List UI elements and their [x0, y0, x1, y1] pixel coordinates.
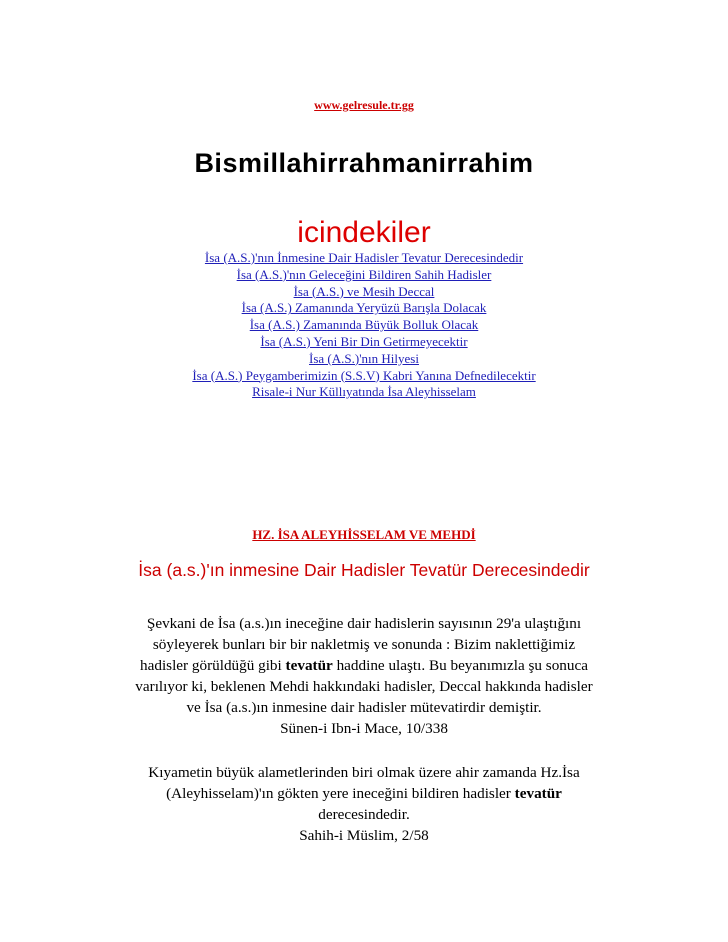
toc-item	[0, 300, 728, 317]
toc-link-baris[interactable]: İsa (A.S.) Zamanında Yeryüzü Barışla Dolacak	[241, 300, 487, 316]
section-heading: HZ. İSA ALEYHİSSELAM VE MEHDİ	[252, 527, 476, 542]
section-subheading: İsa (a.s.)'ın inmesine Dair Hadisler Tevatür Derecesindedir	[138, 560, 590, 580]
toc-item	[0, 334, 728, 351]
paragraph-line: ve İsa (a.s.)ın inmesine dair hadisler mütevatirdir demiştir.	[186, 699, 542, 716]
toc-item	[0, 368, 728, 385]
source-citation: Sünen-i Ibn-i Mace, 10/338	[280, 720, 448, 737]
paragraph-line: varılıyor ki, beklenen Mehdi hakkındaki hadisler, Deccal hakkında hadisler	[135, 678, 593, 695]
toc-link-mesih-deccal[interactable]: İsa (A.S.) ve Mesih Deccal	[293, 283, 435, 299]
toc-link-sahih-hadisler[interactable]: İsa (A.S.)'nın Geleceğini Bildiren Sahih Hadisler	[236, 266, 492, 282]
toc-item	[0, 267, 728, 284]
toc-link-bolluk[interactable]: İsa (A.S.) Zamanında Büyük Bolluk Olacak	[249, 317, 479, 333]
paragraph-line	[0, 655, 728, 676]
site-url	[0, 98, 728, 113]
toc-item	[0, 351, 728, 368]
text-run: hadisler görüldüğü gibi	[140, 657, 286, 674]
toc-link-defin[interactable]: İsa (A.S.) Peygamberimizin (S.S.V) Kabri Yanına Defnedilecektir	[192, 367, 536, 383]
paragraph-kiyamet	[0, 762, 728, 846]
toc-link-inmesi-tevatur[interactable]: İsa (A.S.)'nın İnmesine Dair Hadisler Tevatur Derecesindedir	[204, 250, 524, 265]
source-citation: Sahih-i Müslim, 2/58	[299, 827, 429, 844]
toc-item	[0, 250, 728, 267]
toc-link-hilye[interactable]: İsa (A.S.)'nın Hilyesi	[309, 350, 419, 366]
text-run: (Aleyhisselam)'ın gökten yere ineceğini bildiren hadisler	[166, 785, 515, 802]
paragraph-line: Şevkani de İsa (a.s.)ın ineceğine dair hadislerin sayısının 29'a ulaştığını	[146, 615, 582, 632]
table-of-contents	[0, 250, 728, 401]
text-run: haddine ulaştı. Bu beyanımızla şu sonuca	[332, 657, 588, 674]
paragraph-line: söyleyerek bunları bir bir nakletmiş ve sonunda : Bizim naklettiğimiz	[152, 636, 576, 653]
toc-item	[0, 284, 728, 301]
bold-term-tevatur: tevatür	[514, 785, 562, 802]
bold-term-tevatur: tevatür	[285, 657, 333, 674]
bismillah-heading: Bismillahirrahmanirrahim	[194, 148, 534, 178]
toc-link-risale-i-nur[interactable]: Risale-i Nur Küllıyatında İsa Aleyhisselam	[252, 384, 476, 400]
paragraph-line: derecesindedir.	[318, 806, 410, 823]
toc-link-yeni-din[interactable]: İsa (A.S.) Yeni Bir Din Getirmeyecektir	[260, 333, 468, 349]
paragraph-line: Kıyametin büyük alametlerinden biri olmak üzere ahir zamanda Hz.İsa	[148, 764, 580, 781]
toc-title: icindekiler	[297, 216, 431, 249]
toc-item	[0, 317, 728, 334]
site-url-link[interactable]: www.gelresule.tr.gg	[314, 98, 414, 112]
toc-item	[0, 384, 728, 401]
paragraph-sevkani	[0, 613, 728, 739]
paragraph-line	[0, 783, 728, 804]
